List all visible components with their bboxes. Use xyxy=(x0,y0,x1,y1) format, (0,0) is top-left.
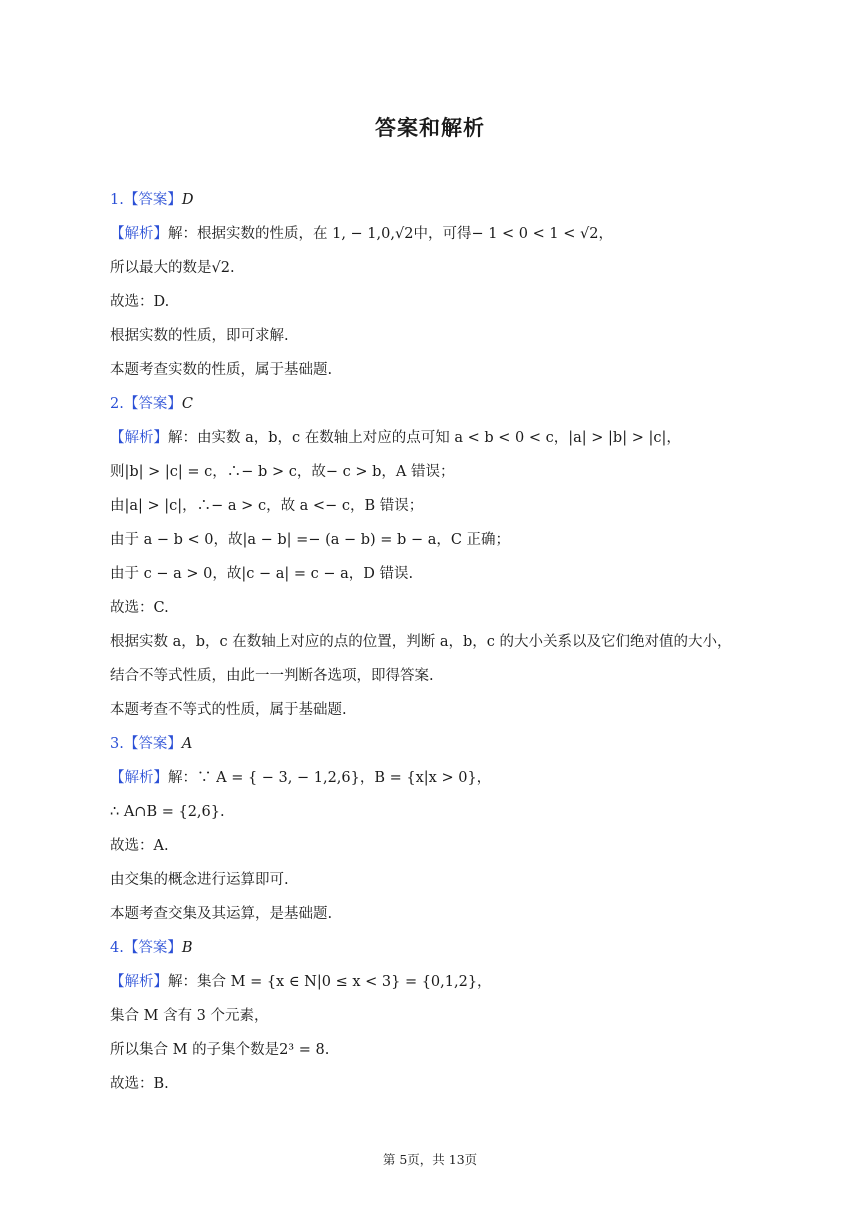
answer-tag: 【答案】 xyxy=(123,192,182,208)
analysis-line: 本题考查实数的性质，属于基础题. xyxy=(110,362,333,378)
analysis-line: 根据实数的性质，即可求解. xyxy=(110,328,289,344)
analysis-line: 故选：A. xyxy=(110,838,169,854)
analysis-text: 解：根据实数的性质，在 1, − 1,0,√2中，可得− 1 < 0 < 1 < √2， xyxy=(168,226,613,242)
answer-value: C xyxy=(181,396,193,412)
analysis-line: 集合 M 含有 3 个元素， xyxy=(110,1008,269,1024)
analysis-line xyxy=(110,764,770,798)
answer-value: B xyxy=(181,940,193,956)
question-number: 3. xyxy=(110,736,124,752)
question-number: 2. xyxy=(110,396,124,412)
analysis-tag: 【解析】 xyxy=(110,430,168,446)
analysis-line: 结合不等式性质，由此一一判断各选项，即得答案. xyxy=(110,668,434,684)
analysis-line: 故选：C. xyxy=(110,600,169,616)
analysis-line: 则|b| > |c| = c，∴− b > c，故− c > b，A 错误； xyxy=(110,464,455,480)
answer-value: D xyxy=(181,192,194,208)
analysis-tag: 【解析】 xyxy=(110,974,168,990)
answer-line-q4 xyxy=(110,934,770,968)
analysis-line: 故选：B. xyxy=(110,1076,169,1092)
analysis-line: 根据实数 a，b，c 在数轴上对应的点的位置，判断 a，b，c 的大小关系以及它们绝对值的大小， xyxy=(110,634,732,650)
answer-content xyxy=(110,186,770,1104)
analysis-line: ∴ A∩B = {2,6}. xyxy=(110,804,225,820)
answer-value: A xyxy=(181,736,193,752)
analysis-line: 由于 a − b < 0，故|a − b| =− (a − b) = b − a，C 正确； xyxy=(110,532,511,548)
analysis-tag: 【解析】 xyxy=(110,770,168,786)
analysis-line xyxy=(110,424,770,458)
analysis-line: 本题考查不等式的性质，属于基础题. xyxy=(110,702,347,718)
analysis-line: 由|a| > |c|，∴− a > c，故 a <− c，B 错误； xyxy=(110,498,424,514)
analysis-line: 所以最大的数是√2. xyxy=(110,260,235,276)
page-title: 答案和解析 xyxy=(375,116,485,140)
analysis-line xyxy=(110,968,770,1002)
answer-line-q2 xyxy=(110,390,770,424)
analysis-line: 故选：D. xyxy=(110,294,170,310)
analysis-tag: 【解析】 xyxy=(110,226,168,242)
analysis-line: 所以集合 M 的子集个数是2³ = 8. xyxy=(110,1042,330,1058)
answer-tag: 【答案】 xyxy=(123,396,182,412)
question-number: 4. xyxy=(110,940,124,956)
page-footer: 第 5页，共 13页 xyxy=(382,1152,478,1167)
answer-tag: 【答案】 xyxy=(123,736,182,752)
analysis-line: 由交集的概念进行运算即可. xyxy=(110,872,289,888)
question-number: 1. xyxy=(110,192,124,208)
analysis-text: 解：集合 M = {x ∈ N|0 ≤ x < 3} = {0,1,2}， xyxy=(168,974,492,990)
analysis-line xyxy=(110,220,770,254)
analysis-line: 由于 c − a > 0，故|c − a| = c − a，D 错误. xyxy=(110,566,414,582)
answer-line-q3 xyxy=(110,730,770,764)
answer-tag: 【答案】 xyxy=(123,940,182,956)
answer-line-q1 xyxy=(110,186,770,220)
analysis-line: 本题考查交集及其运算，是基础题. xyxy=(110,906,333,922)
analysis-text: 解：∵ A = { − 3, − 1,2,6}，B = {x|x > 0}， xyxy=(168,770,492,786)
analysis-text: 解：由实数 a，b，c 在数轴上对应的点可知 a < b < 0 < c，|a| > |b| > |c|， xyxy=(168,430,681,446)
